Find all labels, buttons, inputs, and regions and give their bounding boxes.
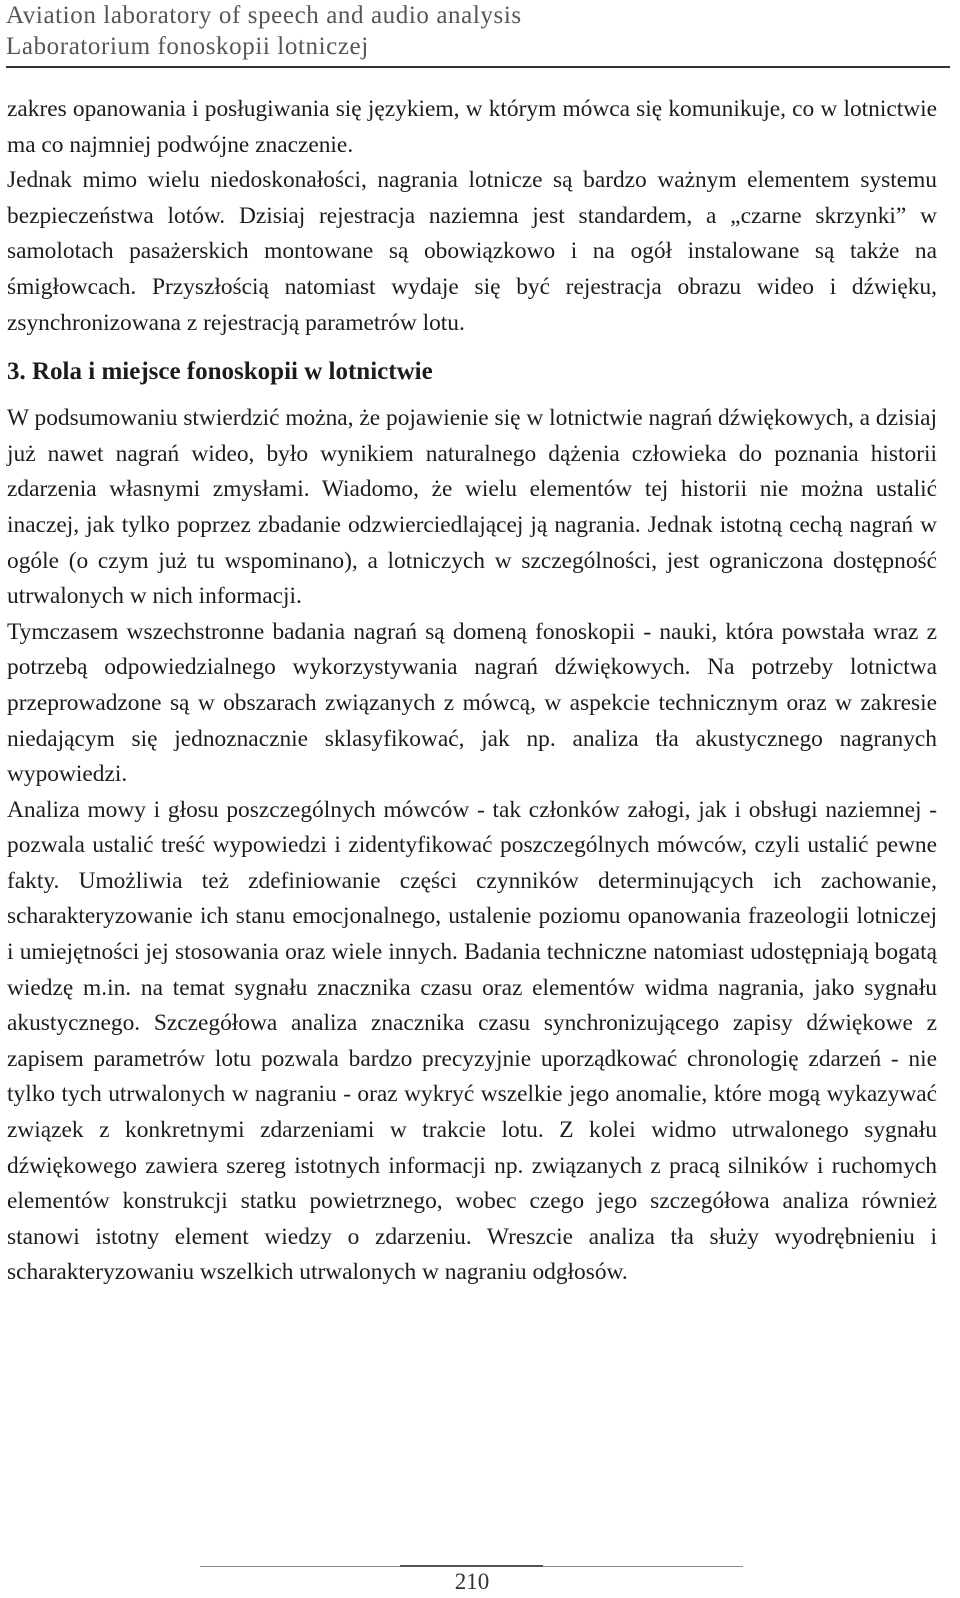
page-body: [7, 92, 937, 1291]
header-title-english: Aviation laboratory of speech and audio analysis: [6, 2, 522, 29]
body-paragraph-1: zakres opanowania i posługiwania się językiem, w którym mówca się komunikuje, co w lotnictwie ma co najmniej podwójne znaczenie.: [7, 96, 937, 158]
body-paragraph-3: W podsumowaniu stwierdzić można, że pojawienie się w lotnictwie nagrań dźwiękowych, a dzisiaj już nawet nagrań wideo, było wynikiem naturalnego dążenia człowieka do poznania historii zdarzenia własnymi zmysłami. Wiadomo, że wielu elementów tej historii nie można ustalić inaczej, jak tylko poprzez zbadanie odzwierciedlającej ją nagrania. Jednak istotną cechą nagrań w ogóle (o czym już tu wspominano), a lotniczych w szczególności, jest ograniczona dostępność utrwalonych w nich informacji.: [7, 405, 937, 610]
page-number: 210: [454, 1569, 490, 1594]
running-header: [6, 0, 950, 68]
header-title-polish: Laboratorium fonoskopii lotniczej: [6, 33, 369, 60]
body-paragraph-5: Analiza mowy i głosu poszczególnych mówców - tak członków załogi, jak i obsługi naziemnej - pozwala ustalić treść wypowiedzi i zidentyfikować poszczególnych mówców, czyli ustalić pewne fakty. Umożliwia też zdefiniowanie części czynników determinujących ich zachowanie, scharakteryzowanie ich stanu emocjonalnego, ustalenie poziomu opanowania frazeologii lotniczej i umiejętności jej stosowania oraz wiele innych. Badania techniczne natomiast udostępniają bogatą wiedzę m.in. na temat sygnału znacznika czasu oraz elementów widma nagrania, jako sygnału akustycznego. Szczegółowa analiza znacznika czasu synchronizującego zapisy dźwiękowe z zapisem parametrów lotu pozwala bardzo precyzyjnie uporządkować chronologię zdarzeń - nie tylko tych utrwalonych w nagraniu - oraz wykryć wszelkie jego anomalie, które mogą wykazywać związek z konkretnymi zdarzeniami w trakcie lotu. Z kolei widmo utrwalonego sygnału dźwiękowego zawiera szereg istotnych informacji np. związanych z pracą silników i ruchomych elementów konstrukcji statku powietrznego, wobec czego jego szczegółowa analiza również stanowi istotny element wiedzy o zdarzeniu. Wreszcie analiza tła służy wyodrębnieniu i scharakteryzowaniu wszelkich utrwalonych w nagraniu odgłosów.: [7, 796, 937, 1286]
section-heading: 3. Rola i miejsce fonoskopii w lotnictwie: [7, 358, 433, 386]
footer-rule: [200, 1566, 743, 1567]
footer-rule-accent: [400, 1565, 543, 1567]
body-paragraph-4: Tymczasem wszechstronne badania nagrań są domeną fonoskopii - nauki, która powstała wraz z potrzebą odpowiedzialnego wykorzystywania nagrań dźwiękowych. Na potrzeby lotnictwa przeprowadzone są w obszarach związanych z mówcą, w aspekcie technicznym oraz w zakresie niedającym się jednoznacznie sklasyfikować, jak np. analiza tła akustycznego nagranych wypowiedzi.: [7, 618, 937, 788]
body-paragraph-2: Jednak mimo wielu niedoskonałości, nagrania lotnicze są bardzo ważnym elementem systemu bezpieczeństwa lotów. Dzisiaj rejestracja naziemna jest standardem, a „czarne skrzynki” w samolotach pasażerskich montowane są obowiązkowo i na ogół instalowane są także na śmigłowcach. Przyszłością natomiast wydaje się być rejestracja obrazu wideo i dźwięku, zsynchronizowana z rejestracją parametrów lotu.: [7, 167, 937, 336]
